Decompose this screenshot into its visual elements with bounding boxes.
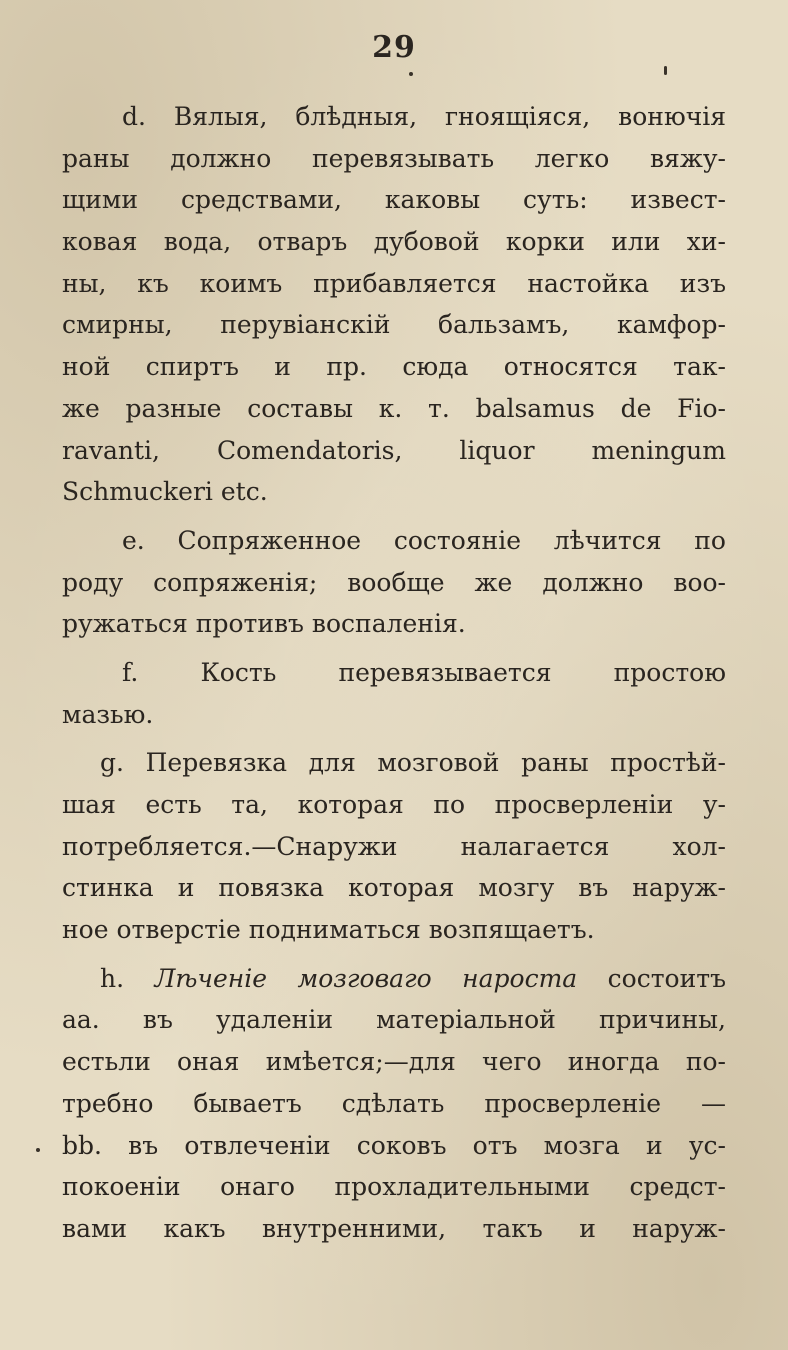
body-text: [62, 96, 726, 1250]
text-line: вами какъ внутренними, такъ и наруж-: [62, 1213, 726, 1243]
text-line: ной спиртъ и пр. сюда относятся так-: [62, 352, 726, 382]
page-number: 29: [372, 30, 416, 65]
text-line: смирны, перувіанскій бальзамъ, камфор-: [62, 310, 726, 340]
text-line: же разные составы к. т. balsamus de Fio-: [62, 393, 726, 423]
text-line: шая есть та, которая по просверленіи у-: [62, 790, 726, 819]
text-line: роду сопряженія; вообще же должно воо-: [62, 567, 726, 597]
paragraph-f: [62, 652, 726, 735]
text-line: аа. въ удаленіи матеріальной причины,: [62, 1005, 726, 1035]
text-line: bb. въ отвлеченіи соковъ отъ мозга и ус-: [62, 1130, 726, 1160]
text-line: щими средствами, каковы суть: извест-: [62, 185, 726, 215]
ink-speck: [36, 1148, 40, 1152]
text-line: потребляется.—Снаружи налагается хол-: [62, 831, 726, 861]
ink-speck: [664, 66, 667, 75]
ink-speck: [409, 72, 413, 76]
text-line: ны, къ коимъ прибавляется настойка изъ: [62, 268, 726, 298]
italic-heading: Лѣченіе мозговаго нароста: [154, 963, 578, 993]
text-line: раны должно перевязывать легко вяжу-: [62, 143, 726, 173]
text-line: f. Кость перевязывается простою: [122, 657, 726, 687]
paragraph-d: [62, 96, 726, 513]
text-line: требно бываетъ сдѣлать просверленіе —: [62, 1088, 726, 1118]
text-line: d. Вялыя, блѣдныя, гноящіяся, вонючія: [122, 102, 726, 131]
text-line: покоеніи онаго прохладительными средст-: [62, 1172, 726, 1202]
text-line: [62, 958, 726, 1000]
text-line: ное отверстіе подниматься возпящаетъ.: [62, 915, 595, 945]
text-line: стинка и повязка которая мозгу въ наруж-: [62, 873, 726, 903]
text-line: Schmuckeri etc.: [62, 477, 268, 507]
text-line: мазью.: [62, 699, 154, 729]
text-line: ковая вода, отваръ дубовой корки или хи-: [62, 227, 726, 257]
paragraph-h: [62, 958, 726, 1250]
text-line: g. Перевязка для мозговой раны простѣй-: [100, 748, 726, 778]
text-fragment: состоитъ: [607, 963, 727, 993]
text-line: естьли оная имѣется;—для чего иногда по-: [62, 1047, 726, 1077]
paragraph-g: [62, 742, 726, 950]
paragraph-e: [62, 520, 726, 645]
text-line: ружаться противъ воспаленія.: [62, 609, 466, 639]
text-line: e. Сопряженное состояніе лѣчится по: [122, 525, 726, 555]
text-line: ravanti, Comendatoris, liquor meningum: [62, 435, 726, 465]
paragraph-lead: h.: [100, 963, 125, 993]
